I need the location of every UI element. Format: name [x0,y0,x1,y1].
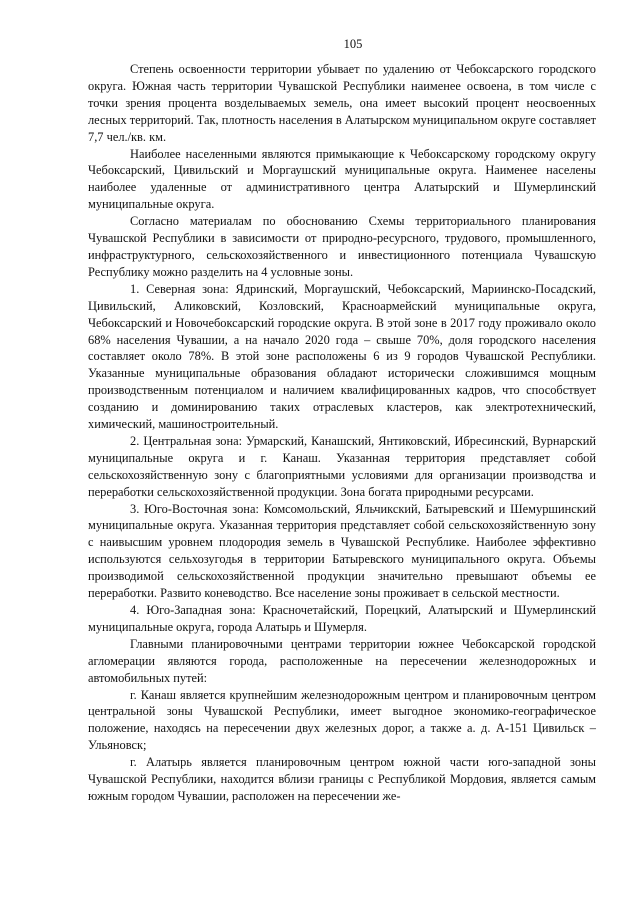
paragraph-population-density: Наиболее населенными являются примыкающие к Чебоксарскому городскому округу Чебоксарский, Цивильский и Моргаушский муниципальные округа. Наименее населены наиболее удаленные от административного центра Алатырский и Шумерлинский муниципальные округа. [88,146,596,212]
paragraph-alatyr: г. Алатырь является планировочным центром южной части юго-западной зоны Чувашской Республики, находится вблизи границы с Республикой Мордовия, является самым южным городом Чувашии, расположен на пересечении же- [88,755,596,803]
paragraph-development-level: Степень освоенности территории убывает по удалению от Чебоксарского городского округа. Южная часть территории Чувашской Республики наименее освоена, в том числе с точки зрения процента возделываемых земель, она имеет высокий процент неосвоенных лесных территорий. Так, плотность населения в Алатырском муниципальном округе составляет 7,7 чел./кв. км. [88,62,596,144]
page-number: 105 [343,37,363,51]
paragraph-southwest-zone: 4. Юго-Западная зона: Красночетайский, Порецкий, Алатырский и Шумерлинский муниципальные округа, города Алатырь и Шумерля. [88,603,596,634]
paragraph-central-zone: 2. Центральная зона: Урмарский, Канашский, Янтиковский, Ибресинский, Вурнарский муниципальные округа и г. Канаш. Указанная территория представляет собой сельскохозяйственную зону с благоприятными условиями для организации производства и переработки сельскохозяйственной продукции. Зона богата природными ресурсами. [88,433,596,499]
document-page [88,36,596,805]
paragraph-planning-centers: Главными планировочными центрами территории южнее Чебоксарской городской агломерации являются города, расположенные на пересечении железнодорожных и автомобильных путей: [88,636,596,685]
paragraph-northern-zone: 1. Северная зона: Ядринский, Моргаушский, Чебоксарский, Мариинско-Посадский, Цивильский, Аликовский, Козловский, Красноармейский муниципальные округа, Чебоксарский и Новочебоксарский городские округа. В этой зоне в 2017 году проживало около 68% населения Чувашии, а на начало 2020 года – свыше 70%, доля городского населения составляет около 78%. В этой зоне расположены 6 из 9 городов Чувашской Республики. Указанные муниципальные образования обладают исторически сложившимся мощным производственным потенциалом и наличием квалифицированных кадров, что способствует созданию и доминированию таких отраслевых кластеров, как электротехнический, химический, машиностроительный. [88,281,596,432]
paragraph-zones-intro: Согласно материалам по обоснованию Схемы территориального планирования Чувашской Республики в зависимости от природно-ресурсного, трудового, промышленного, инфраструктурного, сельскохозяйственного и инвестиционного потенциала Чувашскую Республику можно разделить на 4 условные зоны. [88,214,596,279]
paragraph-kanash: г. Канаш является крупнейшим железнодорожным центром и планировочным центром центральной зоны Чувашской Республики, имеет выгодное экономико-географическое положение, находясь на пересечении двух железных дорог, а также а. д. А-151 Цивильск – Ульяновск; [88,687,596,753]
paragraph-southeast-zone: 3. Юго-Восточная зона: Комсомольский, Яльчикский, Батыревский и Шемуршинский муниципальные округа. Указанная территория представляет собой сельскохозяйственную зону с наивысшим уровнем плодородия земель в Чувашской Республике. Наиболее эффективно используются сельхозугодья в территории Батыревского муниципального округа. Объемы производимой сельскохозяйственной продукции значительно превышают объемы ее переработки. Развито коневодство. Все население зоны проживает в сельской местности. [88,501,596,601]
